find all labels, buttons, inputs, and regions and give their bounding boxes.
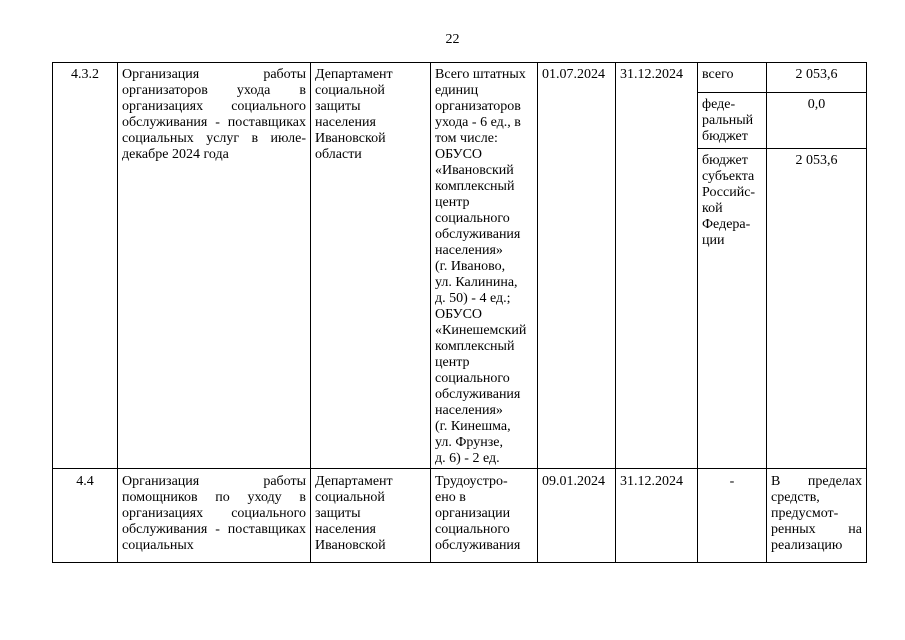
activity-name: Организация работы организаторов ухода в организациях социального обслуживания - поставщиках социальных услуг в июле-декабре 2024 года xyxy=(122,67,306,162)
start-date: 01.07.2024 xyxy=(542,67,605,82)
funding-amount: 2 053,6 xyxy=(795,67,838,82)
row-number: 4.4 xyxy=(76,474,94,489)
row-divider xyxy=(697,148,867,149)
funding-source: феде- ральный бюджет xyxy=(702,97,754,144)
executor: Департамент социальной защиты населения Ивановской xyxy=(315,474,393,553)
page-number: 22 xyxy=(445,32,460,47)
funding-source: - xyxy=(729,474,735,489)
row-divider xyxy=(52,468,867,469)
activity-name: Организация работы помощников по уходу в организациях социального обслуживания - поставщиках социальных xyxy=(122,474,306,553)
funding-source: всего xyxy=(702,67,734,82)
funding-source: бюджет субъекта Российс- кой Федера- ции xyxy=(702,153,756,248)
table-border-bottom xyxy=(52,562,867,563)
result: Всего штатных единиц организаторов ухода - 6 ед., в том числе: ОБУСО «Ивановский комплексный центр социального обслуживания населения» (г. Иваново, ул. Калинина, д. 50) - 4 ед.; ОБУСО «Кинешемский комплексный центр социального обслуживания населения» (г. Кинешма, ул. Фрунзе, д. 6) - 2 ед. xyxy=(435,67,527,466)
row-divider xyxy=(697,92,867,93)
funding-amount: 2 053,6 xyxy=(795,153,838,168)
funding-amount: 0,0 xyxy=(807,97,826,112)
executor: Департамент социальной защиты населения Ивановской области xyxy=(315,67,393,162)
result: Трудоустро- ено в организации социального обслуживания xyxy=(435,474,521,553)
column-divider xyxy=(866,62,867,563)
funding-amount: В пределах средств, предусмот-ренных на реализацию xyxy=(771,474,862,553)
row-number: 4.3.2 xyxy=(71,67,99,82)
table-border-top xyxy=(52,62,867,63)
end-date: 31.12.2024 xyxy=(620,474,683,489)
start-date: 09.01.2024 xyxy=(542,474,605,489)
end-date: 31.12.2024 xyxy=(620,67,683,82)
